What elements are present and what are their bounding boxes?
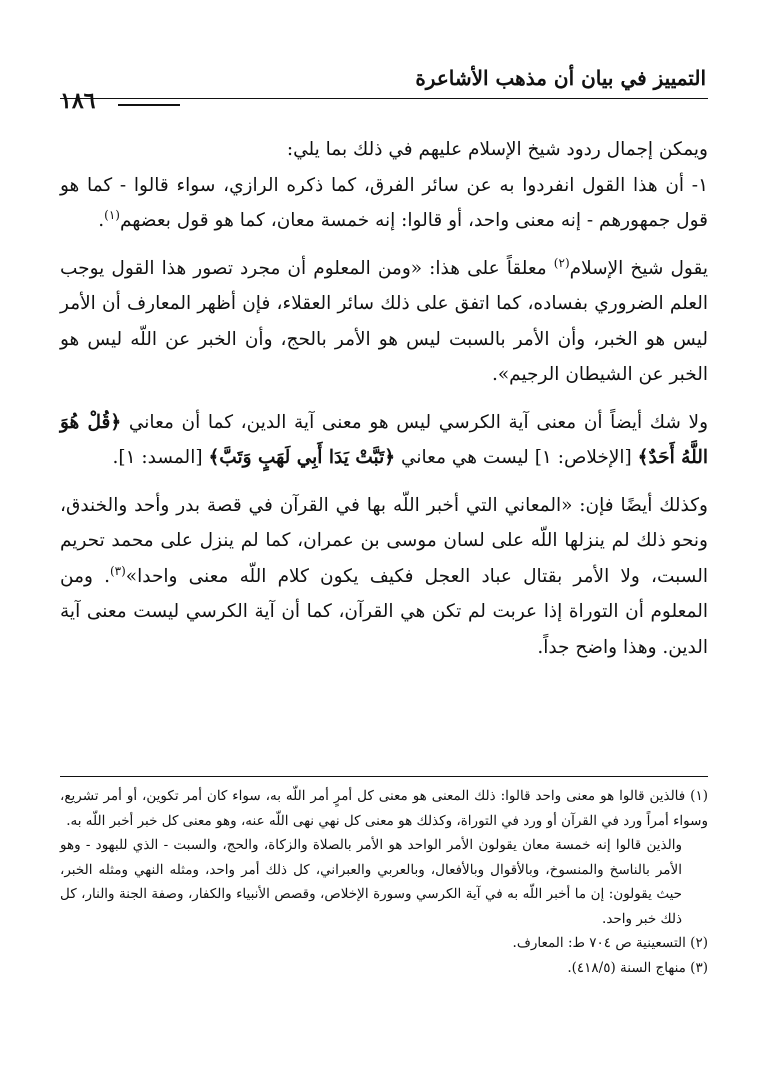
footnote-ref-1[interactable]: (١) bbox=[104, 207, 120, 222]
quran-verse-ikhlas: ﴿قُلْ هُوَ اللَّهُ أَحَدٌ﴾ bbox=[60, 411, 708, 468]
paragraph-quote-1-lead: يقول شيخ الإسلام bbox=[569, 257, 709, 279]
footnote-1: (١) فالذين قالوا هو معنى واحد قالوا: ذلك المعنى هو معنى كل أمرٍ أمر اللّه به، سواء كان أمر تكوين، أو أمر تشريع، وسواء أمراً ورد في القرآن أو ورد في التوراة، وكذلك هو معنى كل نهي نهى اللّه عنه، وهو معنى كل خبر أخبر اللّه به. bbox=[60, 788, 708, 829]
footnotes bbox=[60, 784, 708, 980]
paragraph-point-1-end: . bbox=[98, 210, 105, 231]
footnote-separator bbox=[60, 776, 708, 777]
page-number-row bbox=[60, 88, 200, 118]
paragraph-quote-1-text: معلقاً على هذا: «ومن المعلوم أن مجرد تصور هذا القول يوجب العلم الضروري بفساده، كما اتفق على ذلك سائر العقلاء، فإن أظهر المعارف أن الأمر ليس هو الخبر، وأن الأمر بالسبت ليس هو الأمر بالحج، وأن الخبر عن اللّه ليس هو الخبر عن الشيطان الرجيم». bbox=[60, 257, 708, 385]
footnote-3: (٣) منهاج السنة (٤١٨/٥). bbox=[567, 959, 708, 976]
footnote-ref-2[interactable]: (٢) bbox=[553, 255, 570, 270]
paragraph-verses-end: [المسد: ١]. bbox=[112, 447, 209, 468]
paragraph-verses-lead: ولا شك أيضاً أن معنى آية الكرسي ليس هو معنى آية الدين، كما أن معاني bbox=[121, 411, 709, 433]
paragraph-quote-2-end: . ومن المعلوم أن التوراة إذا عربت لم تكن هي القرآن، كما أن آية الكرسي ليست معنى آية الدين. وهذا واضح جداً. bbox=[60, 565, 708, 658]
paragraph-quote-2-text: وكذلك أيضًا فإن: «المعاني التي أخبر اللّه بها في القرآن في قصة بدر وأحد والخندق، ونحو ذلك لم ينزلها اللّه على لسان موسى بن عمران، كما لم ينزل على محمد تحريم السبت، ولا الأمر بقتال عباد العجل فكيف يكون كلام اللّه معنى واحدا» bbox=[60, 494, 709, 587]
paragraph-verses bbox=[60, 405, 708, 476]
paragraph-quote-1 bbox=[60, 251, 708, 393]
header-title: التمييز في بيان أن مذهب الأشاعرة bbox=[415, 66, 706, 90]
paragraph-point-1-text: ١- أن هذا القول انفردوا به عن سائر الفرق، كما ذكره الرازي، سواء قالوا - كما هو قول جمهورهم - إنه معنى واحد، أو قالوا: إنه خمسة معان، كما هو قول بعضهم bbox=[60, 174, 708, 231]
paragraph-point-1 bbox=[60, 168, 708, 239]
paragraph-quote-2 bbox=[60, 488, 708, 666]
footnote-ref-3[interactable]: (٣) bbox=[109, 563, 126, 578]
body-text bbox=[60, 132, 708, 677]
footnote-1-continued: والذين قالوا إنه خمسة معان يقولون الأمر الواحد هو الأمر بالصلاة والزكاة، والحج، والسبت - الذي للبهود - وهو الأمر بالناسخ والمنسوخ، وبالأقوال وبالأفعال، وبالعربي والعبراني، كل ذلك أمر واحد، ومثله النهي ومثله الخبر، حيث يقولون: إن ما أخبر اللّه به في آية الكرسي وسورة الإخلاص، وقصص الأنبياء والكفار، وصفة الجنة والنار، كل ذلك خبر واحد. bbox=[60, 837, 682, 927]
book-page bbox=[60, 0, 708, 1091]
footnote-2: (٢) التسعينية ص ٧٠٤ ط: المعارف. bbox=[512, 935, 708, 951]
paragraph-verses-middle: [الإخلاص: ١] ليست هي معاني bbox=[395, 447, 638, 468]
paragraph-intro: ويمكن إجمال ردود شيخ الإسلام عليهم في ذلك بما يلي: bbox=[286, 139, 708, 160]
page-number: ١٨٦ bbox=[60, 88, 96, 114]
quran-verse-masad: ﴿تَبَّتْ يَدَا أَبِي لَهَبٍ وَتَبَّ﴾ bbox=[208, 447, 396, 468]
page-number-rule bbox=[118, 104, 180, 106]
